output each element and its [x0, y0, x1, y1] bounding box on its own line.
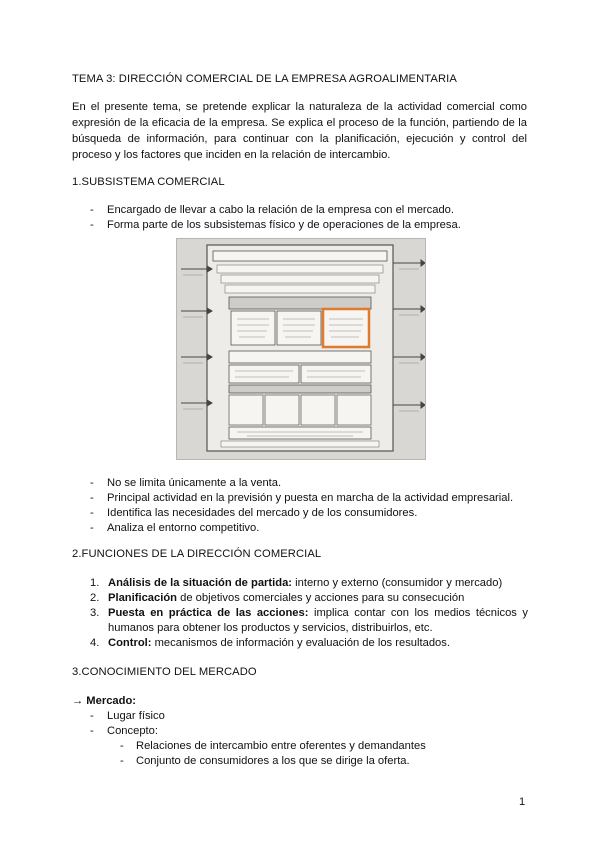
numbered-list: [0, 576, 600, 651]
list-item: - Forma parte de los subsistemas físico y de operaciones de la empresa.: [90, 219, 461, 231]
list-item: - Encargado de llevar a cabo la relación de la empresa con el mercado.: [90, 204, 455, 216]
list-item: - No se limita únicamente a la venta.: [90, 477, 282, 489]
list-item: 2. Planificación de objetivos comerciales y acciones para su consecución: [90, 592, 465, 604]
list-item: - Relaciones de intercambio entre oferentes y demandantes: [120, 740, 426, 752]
section-2-heading: 2.FUNCIONES DE LA DIRECCIÓN COMERCIAL: [72, 548, 322, 560]
section-1-heading: 1.SUBSISTEMA COMERCIAL: [72, 176, 225, 188]
list-item: - Analiza el entorno competitivo.: [90, 522, 260, 534]
page-title: TEMA 3: DIRECCIÓN COMERCIAL DE LA EMPRESA AGROALIMENTARIA: [72, 73, 457, 85]
page-number: 1: [519, 796, 526, 808]
list-item: - Identifica las necesidades del mercado y de los consumidores.: [90, 507, 418, 519]
mercado-label: → Mercado:: [72, 695, 137, 707]
list-item: 4. Control: mecanismos de información y evaluación de los resultados.: [90, 637, 450, 649]
intro-paragraph: En el presente tema, se pretende explicar la naturaleza de la actividad comercial como expresión de la eficacia de la empresa. Se explica el proceso de la función, partiendo de la búsqueda de información, para continuar con la planificación, ejecución y control del proceso y los factores que inciden en la relación de intercambio.: [72, 101, 527, 161]
subsystem-diagram-figure: [176, 238, 426, 460]
bullet-list-b: [0, 476, 600, 536]
list-item: 1. Análisis de la situación de partida: interno y externo (consumidor y mercado): [90, 577, 503, 589]
diagram-image: [177, 239, 425, 459]
section-3-heading: 3.CONOCIMIENTO DEL MERCADO: [72, 666, 257, 678]
list-item: 3. Puesta en práctica de las acciones: implica contar con los medios técnicos y humanos para obtener los productos y servicios, distribuirlos, etc.: [90, 607, 528, 634]
list-item: - Lugar físico: [90, 710, 165, 722]
list-item: - Principal actividad en la previsión y puesta en marcha de la actividad empresarial.: [90, 492, 514, 504]
list-item: - Conjunto de consumidores a los que se dirige la oferta.: [120, 755, 410, 767]
list-item: - Concepto:: [90, 725, 158, 737]
bullet-list-a: [0, 203, 600, 233]
mercado-list: [0, 709, 600, 769]
